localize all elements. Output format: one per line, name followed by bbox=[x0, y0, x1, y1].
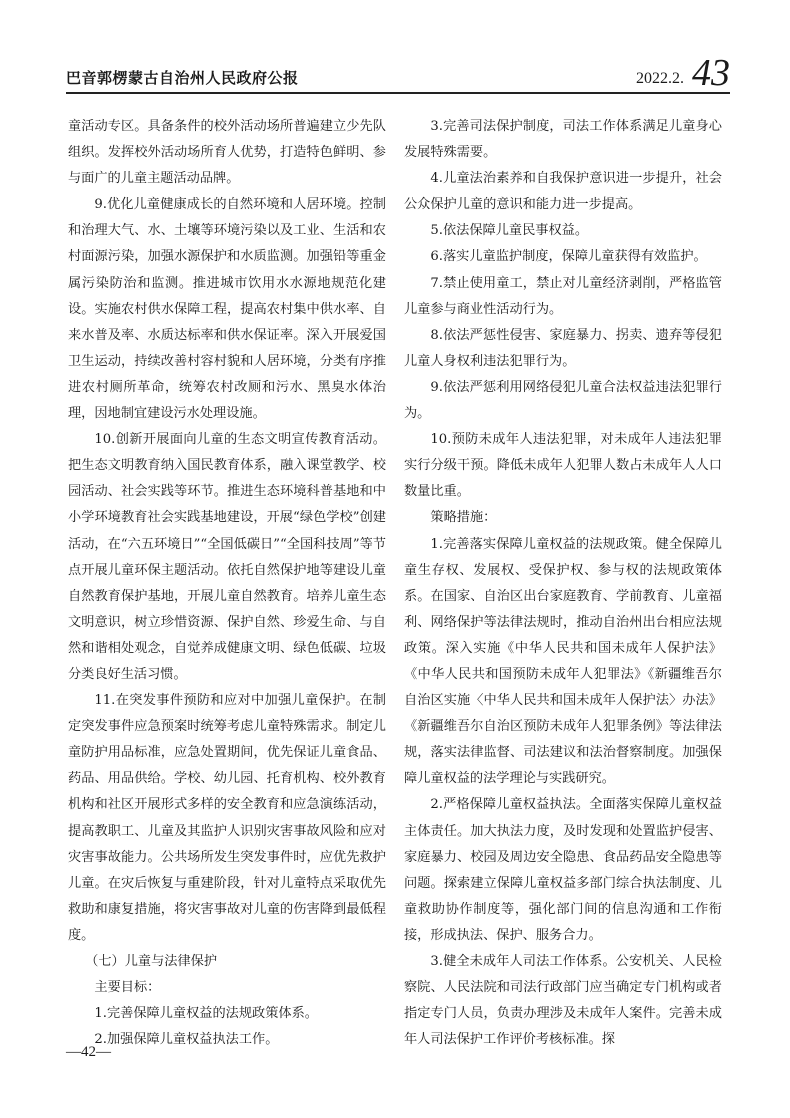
paragraph: 3.完善司法保护制度，司法工作体系满足儿童身心发展特殊需要。 bbox=[404, 119, 722, 161]
section-heading: （七）儿童与法律保护 bbox=[85, 954, 218, 969]
paragraph: 5.依法保障儿童民事权益。 bbox=[430, 223, 589, 239]
page-footer-number: —42— bbox=[66, 1044, 111, 1060]
paragraph: 主要目标： bbox=[94, 980, 161, 996]
paragraph: 9.依法严惩利用网络侵犯儿童合法权益违法犯罪行为。 bbox=[404, 379, 722, 422]
paragraph: 3.健全未成年人司法工作体系。公安机关、人民检察院、人民法院和司法行政部门应当确定专门机构或者指定专门人员，负责办理涉及未成年人案件。完善未成年人司法保护工作评价考核标准。探 bbox=[404, 954, 722, 1048]
header-page-number: 43 bbox=[692, 52, 730, 94]
paragraph: 2.严格保障儿童权益执法。全面落实保障儿童权益主体责任。加大执法力度，及时发现和处置监护侵害、家庭暴力、校园及周边安全隐患、食品药品安全隐患等问题。探索建立保障儿童权益多部门综合执法制度、儿童救助协作制度等，强化部门间的信息沟通和工作衔接，形成执法、保护、服务合力。 bbox=[404, 797, 722, 943]
paragraph: 7.禁止使用童工，禁止对儿童经济剥削，严格监管儿童参与商业性活动行为。 bbox=[404, 275, 722, 317]
issue-date: 2022.2. bbox=[636, 70, 684, 87]
paragraph: 9.优化儿童健康成长的自然环境和人居环境。控制和治理大气、水、土壤等环境污染以及工业、生活和农村面源污染，加强水源保护和水质监测。加强铅等重金属污染防治和监测。推进城市饮用水水源地规范化建设。实施农村供水保障工程，提高农村集中供水率、自来水普及率、水质达标率和供水保证率。深入开展爱国卫生运动，持续改善村容村貌和人居环境，分类有序推进农村厕所革命，统筹农村改厕和污水、黑臭水体治理，因地制宜建设污水处理设施。 bbox=[68, 197, 386, 422]
paragraph: 策略措施： bbox=[430, 510, 497, 526]
paragraph: 4.儿童法治素养和自我保护意识进一步提升，社会公众保护儿童的意识和能力进一步提高。 bbox=[404, 171, 722, 213]
paragraph: 11.在突发事件预防和应对中加强儿童保护。在制定突发事件应急预案时统筹考虑儿童特殊需求。制定儿童防护用品标准，应急处置期间，优先保证儿童食品、药品、用品供给。学校、幼儿园、托育机构、校外教育机构和社区开展形式多样的安全教育和应急演练活动，提高教职工、儿童及其监护人识别灾害事故风险和应对灾害事故能力。公共场所发生突发事件时，应优先救护儿童。在灾后恢复与重建阶段，针对儿童特点采取优先救助和康复措施，将灾害事故对儿童的伤害降到最低程度。 bbox=[68, 693, 386, 943]
paragraph: 童活动专区。具备条件的校外活动场所普遍建立少先队组织。发挥校外活动场所育人优势，打造特色鲜明、参与面广的儿童主题活动品牌。 bbox=[68, 119, 386, 187]
paragraph: 6.落实儿童监护制度，保障儿童获得有效监护。 bbox=[430, 249, 707, 265]
left-column bbox=[68, 114, 386, 1053]
paragraph: 1.完善保障儿童权益的法规政策体系。 bbox=[94, 1006, 318, 1022]
paragraph: 1.完善落实保障儿童权益的法规政策。健全保障儿童生存权、发展权、受保护权、参与权的法规政策体系。在国家、自治区出台家庭教育、学前教育、儿童福利、网络保护等法律法规时，推动自治州出台相应法规政策。深入实施《中华人民共和国未成年人保护法》《中华人民共和国预防未成年人犯罪法》《新疆维吾尔自治区实施〈中华人民共和国未成年人保护法〉办法》《新疆维吾尔自治区预防未成年人犯罪条例》等法律法规，落实法律监督、司法建议和法治督察制度。加强保障儿童权益的法学理论与实践研究。 bbox=[404, 536, 722, 787]
page-header bbox=[66, 54, 730, 94]
paragraph: 8.依法严惩性侵害、家庭暴力、拐卖、遗弃等侵犯儿童人身权利违法犯罪行为。 bbox=[404, 327, 722, 369]
paragraph: 10.创新开展面向儿童的生态文明宣传教育活动。把生态文明教育纳入国民教育体系，融入课堂教学、校园活动、社会实践等环节。推进生态环境科普基地和中小学环境教育社会实践基地建设，开展“绿色学校”创建活动，在“六五环境日”“全国低碳日”“全国科技周”等节点开展儿童环保主题活动。依托自然保护地等建设儿童自然教育保护基地，开展儿童自然教育。培养儿童生态文明意识，树立珍惜资源、保护自然、珍爱生命、与自然和谐相处观念，自觉养成健康文明、绿色低碳、垃圾分类良好生活习惯。 bbox=[68, 432, 386, 682]
header-divider bbox=[66, 92, 730, 94]
paragraph: 10.预防未成年人违法犯罪，对未成年人违法犯罪实行分级干预。降低未成年人犯罪人数占未成年人人口数量比重。 bbox=[404, 432, 722, 500]
publication-title: 巴音郭楞蒙古自治州人民政府公报 bbox=[66, 69, 299, 87]
right-column bbox=[404, 114, 722, 1053]
paragraph: 2.加强保障儿童权益执法工作。 bbox=[94, 1032, 279, 1048]
